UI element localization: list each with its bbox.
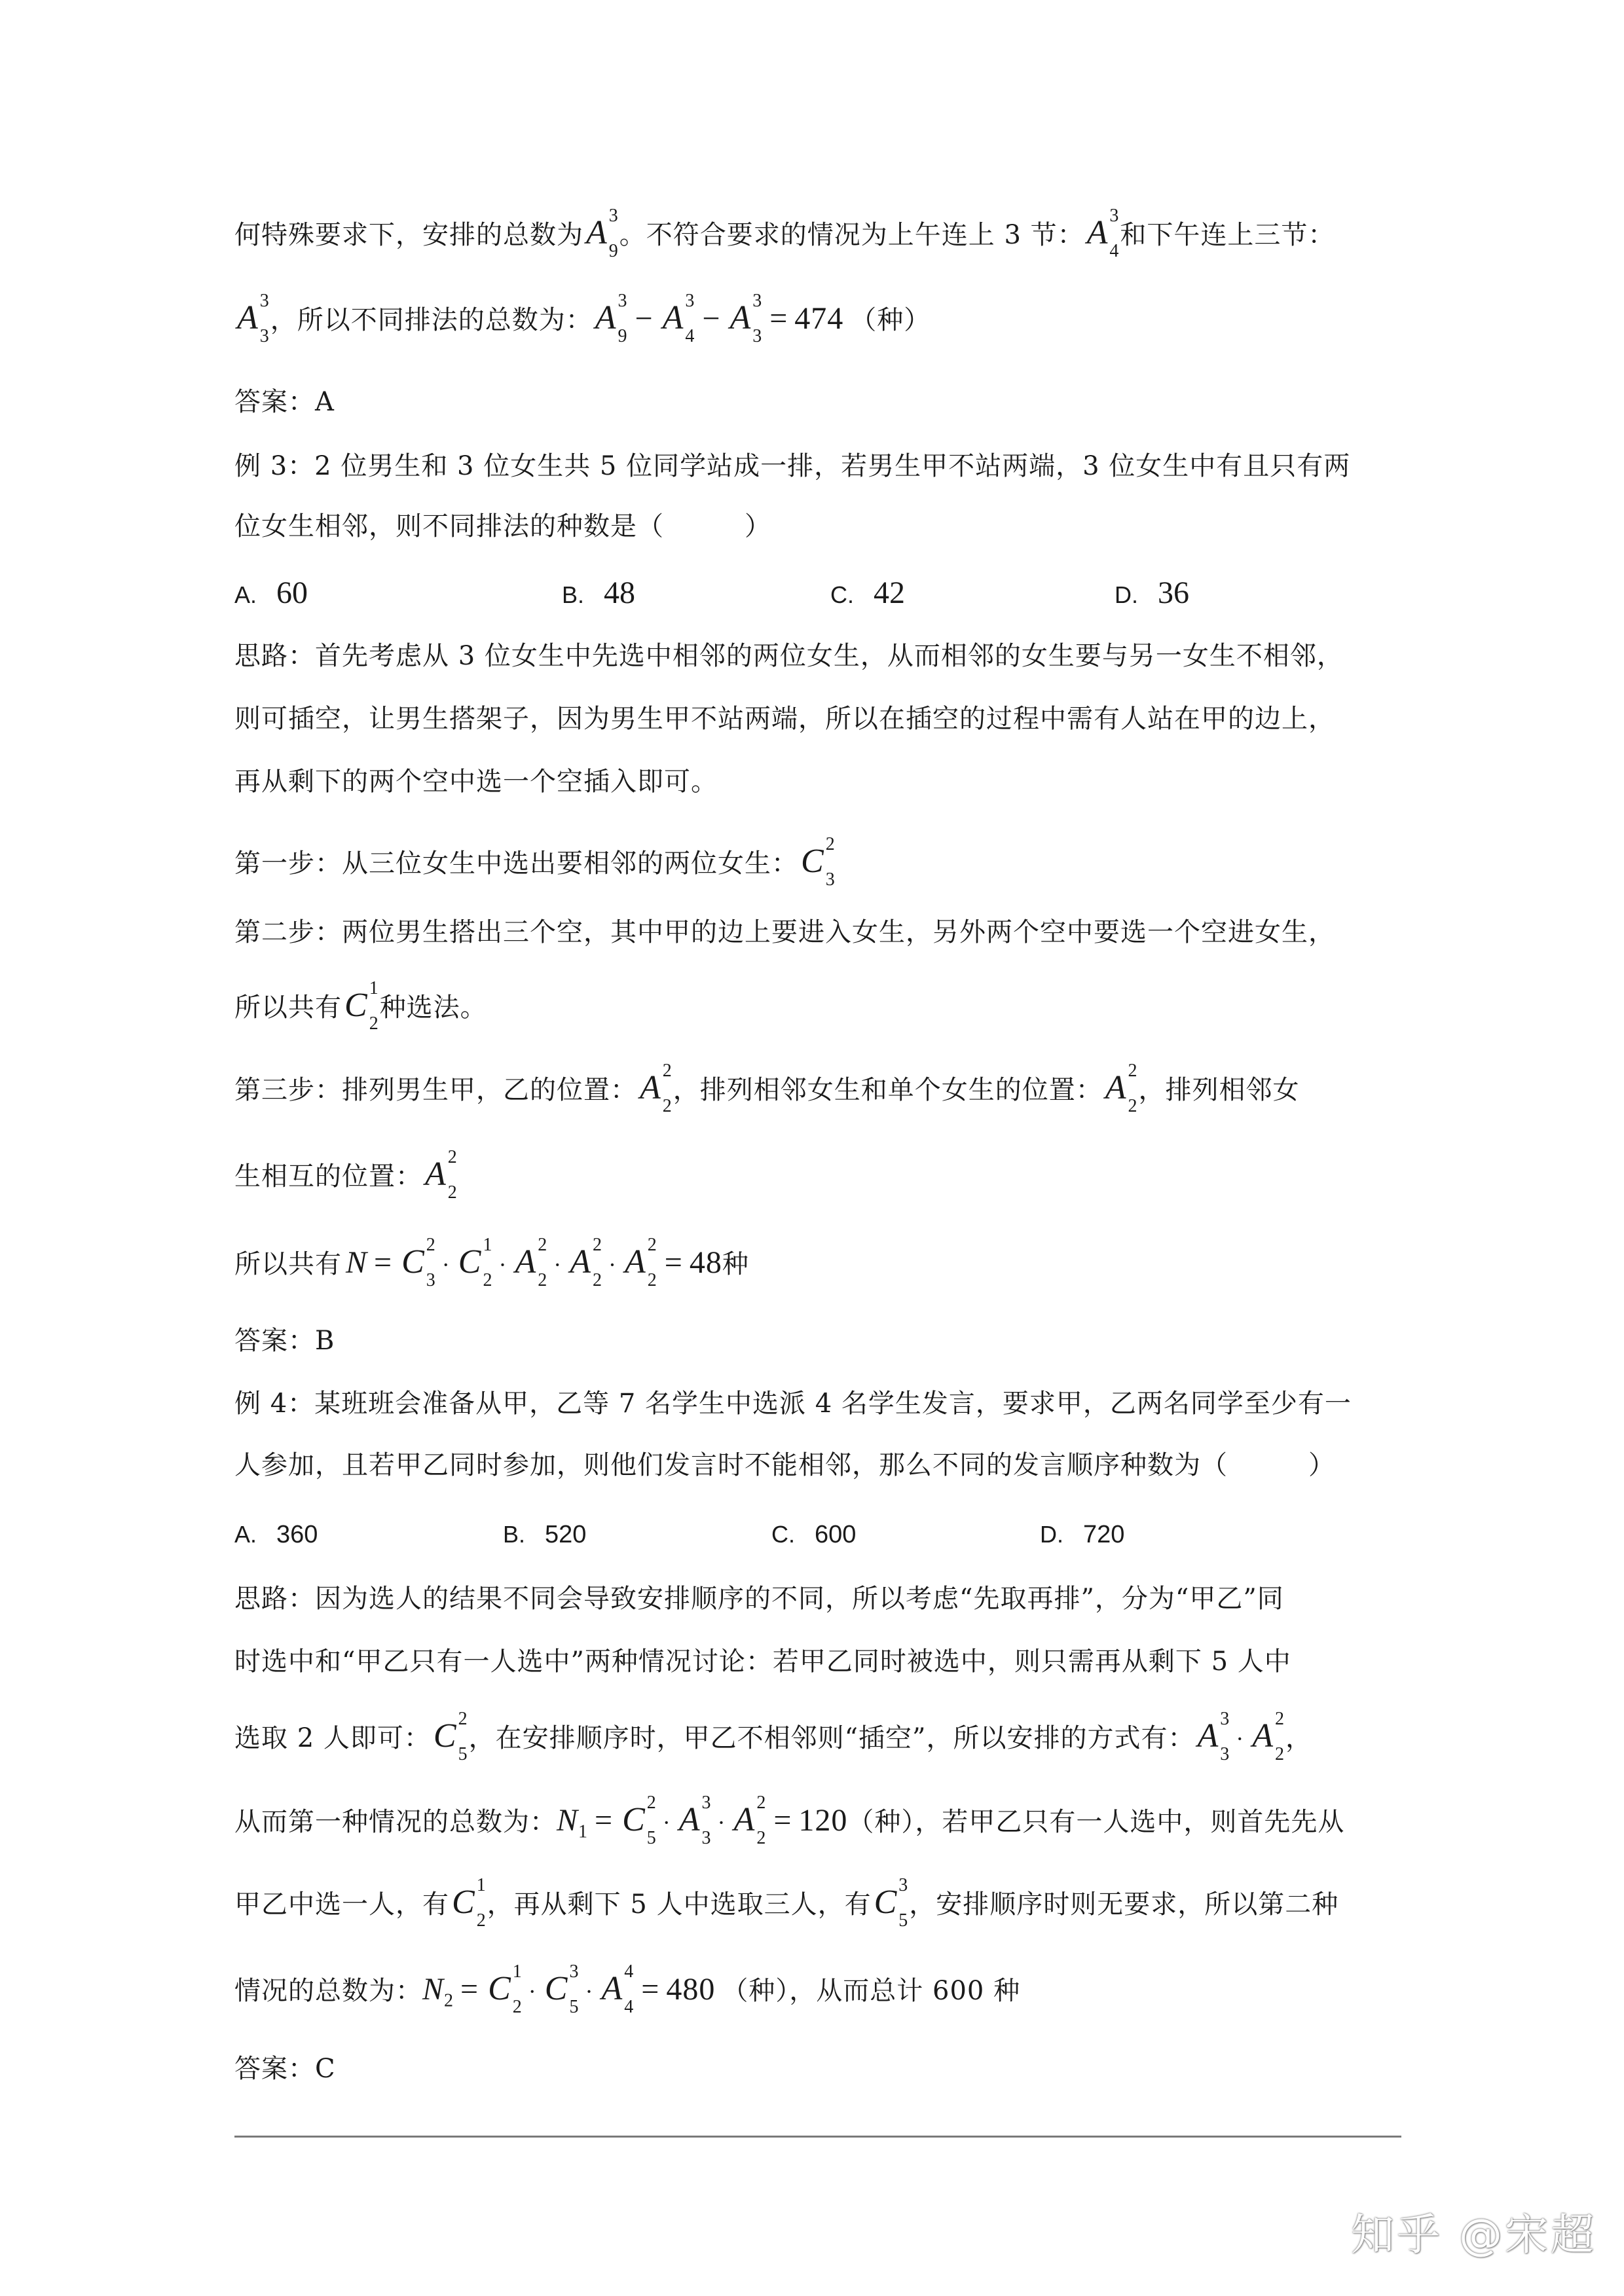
dot: ·	[553, 1252, 563, 1278]
minus: −	[702, 301, 721, 336]
text: 第一步：从三位女生中选出要相邻的两位女生：	[234, 848, 798, 879]
text: 选取 2 人即可：	[234, 1723, 431, 1753]
equals: =	[595, 1803, 614, 1838]
example-3-line-2: 位女生相邻，则不同排法的种数是（ ）	[234, 511, 771, 541]
text: （种），若甲乙只有一人选中，则首先先从	[847, 1807, 1345, 1837]
text: 从而第一种情况的总数为：	[234, 1807, 557, 1837]
equals: =	[769, 301, 788, 336]
perm-A-2-2: A 2 2	[515, 1235, 548, 1290]
perm-A-3-3: A 3 3	[729, 291, 763, 346]
option-b: B. 48	[562, 575, 636, 610]
perm-A-2-2: A 2 2	[625, 1235, 657, 1290]
text: ，在安排顺序时，甲乙不相邻则“插空”，所以安排的方式有：	[468, 1723, 1195, 1753]
perm-A-2-2: A 2 2	[1252, 1709, 1285, 1764]
option-d: D. 36	[1115, 575, 1189, 610]
perm-A-2-2: A 2 2	[1105, 1061, 1138, 1116]
total-formula	[234, 1235, 749, 1290]
thought-4-line-4	[234, 1793, 1345, 1848]
comb-C-3-2: C 2 3	[801, 834, 836, 890]
text: ，再从剩下 5 人中选取三人，有	[487, 1889, 872, 1920]
result: 120	[798, 1803, 848, 1838]
thought-4-line-2: 时选中和“甲乙只有一人选中”两种情况讨论：若甲乙同时被选中，则只需再从剩下 5 人中	[234, 1647, 1291, 1677]
text: 生相互的位置：	[234, 1161, 422, 1192]
step-2-line-1: 第二步：两位男生搭出三个空，其中甲的边上要进入女生，另外两个空中要选一个空进女生，	[234, 917, 1335, 947]
text: 和下午连上三节：	[1120, 220, 1335, 250]
equals: =	[664, 1245, 683, 1280]
var-N1: $N_1$	[557, 1803, 589, 1842]
text: ，排列相邻女	[1138, 1075, 1300, 1105]
text: 所以共有	[234, 993, 342, 1023]
text: 何特殊要求下，安排的总数为	[234, 220, 583, 250]
perm-A-3-3: A 3 3	[1197, 1709, 1230, 1764]
perm-A-4-4: A 4 4	[601, 1961, 635, 2017]
comb-C-2-1: C 1 2	[458, 1235, 493, 1290]
perm-A-9-3: A 3 9	[595, 291, 628, 346]
footer-divider	[234, 2136, 1401, 2138]
perm-A-2-2: A 2 2	[425, 1147, 458, 1203]
equals: =	[460, 1972, 479, 2007]
example-4-line-2: 人参加，且若甲乙同时参加，则他们发言时不能相邻，那么不同的发言顺序种数为（ ）	[234, 1450, 1335, 1480]
text: 。不符合要求的情况为上午连上 3 节：	[619, 220, 1084, 250]
var-N2: $N_2$	[422, 1972, 454, 2011]
step-1	[234, 834, 836, 890]
example-3-line-1: 例 3：2 位男生和 3 位女生共 5 位同学站成一排，若男生甲不站两端，3 位女生中有且只有两	[234, 451, 1351, 481]
comb-C-5-2: C 2 5	[433, 1709, 468, 1764]
answer-3: 答案：C	[234, 2054, 336, 2084]
comb-C-2-1: C 1 2	[452, 1875, 487, 1931]
example-4-line-1: 例 4：某班班会准备从甲，乙等 7 名学生中选派 4 名学生发言，要求甲，乙两名同学至少有一	[234, 1389, 1352, 1419]
thought-line-1: 思路：首先考虑从 3 位女生中先选中相邻的两位女生，从而相邻的女生要与另一女生不相邻，	[234, 641, 1344, 671]
comb-C-5-3: C 3 5	[544, 1961, 580, 2017]
text: ，安排顺序时则无要求，所以第二种	[909, 1889, 1339, 1920]
text: 情况的总数为：	[234, 1976, 422, 2006]
perm-A-2-2: A 2 2	[570, 1235, 602, 1290]
text: （种），从而总计 600 种	[722, 1976, 1021, 2006]
text: 种	[722, 1249, 749, 1279]
thought-4-line-3	[234, 1709, 1313, 1764]
thought-4-line-5	[234, 1875, 1339, 1931]
minus: −	[635, 301, 654, 336]
thought-4-line-6	[234, 1961, 1021, 2017]
text: 所以共有	[234, 1249, 342, 1279]
text: 第三步：排列男生甲，乙的位置：	[234, 1075, 637, 1105]
dot: ·	[441, 1252, 451, 1278]
comb-C-3-2: C 2 3	[401, 1235, 436, 1290]
dot: ·	[717, 1810, 726, 1836]
watermark: 知乎 @宋超	[1351, 2210, 1596, 2260]
text: ，所以不同排法的总数为：	[270, 305, 593, 335]
text-line-2	[234, 291, 931, 346]
equals: =	[374, 1245, 393, 1280]
result: 48	[689, 1245, 722, 1280]
option-d: D. 720	[1040, 1521, 1125, 1548]
thought-line-2: 则可插空，让男生搭架子，因为男生甲不站两端，所以在插空的过程中需有人站在甲的边上，	[234, 704, 1335, 734]
dot: ·	[1236, 1726, 1245, 1752]
perm-A-3-3: A 3 3	[678, 1793, 712, 1848]
equals: =	[641, 1972, 660, 2007]
text: 甲乙中选一人，有	[234, 1889, 449, 1920]
result: 474	[794, 301, 844, 336]
text: 种选法。	[379, 993, 487, 1023]
answer-2: 答案：B	[234, 1326, 335, 1356]
option-c: C. 600	[771, 1521, 857, 1548]
comb-C-2-1: C 1 2	[344, 978, 379, 1034]
result: 480	[666, 1972, 716, 2007]
option-a: A. 60	[234, 575, 308, 610]
option-c: C. 42	[830, 575, 905, 610]
comb-C-5-2: C 2 5	[622, 1793, 657, 1848]
perm-A-9-3: A 3 9	[586, 206, 619, 261]
text: （种）	[850, 305, 931, 335]
answer-1: 答案：A	[234, 387, 335, 417]
perm-A-2-2: A 2 2	[640, 1061, 673, 1116]
dot: ·	[662, 1810, 671, 1836]
text-line-1	[234, 206, 1335, 261]
step-2-line-2	[234, 978, 487, 1034]
perm-A-4-3: A 3 4	[662, 291, 695, 346]
thought-4-line-1: 思路：因为选人的结果不同会导致安排顺序的不同，所以考虑“先取再排”，分为“甲乙”同	[234, 1584, 1284, 1614]
option-a: A. 360	[234, 1521, 318, 1548]
var-N: N	[346, 1245, 368, 1280]
dot: ·	[528, 1978, 537, 2005]
equals: =	[773, 1803, 792, 1838]
text: ，	[1285, 1723, 1313, 1753]
dot: ·	[585, 1978, 594, 2005]
comb-C-2-1: C 1 2	[488, 1961, 523, 2017]
comb-C-5-3: C 3 5	[874, 1875, 909, 1931]
perm-A-4-3: A 3 4	[1086, 206, 1120, 261]
dot: ·	[498, 1252, 507, 1278]
perm-A-2-2: A 2 2	[733, 1793, 767, 1848]
dot: ·	[608, 1252, 617, 1278]
option-b: B. 520	[503, 1521, 587, 1548]
thought-line-3: 再从剩下的两个空中选一个空插入即可。	[234, 767, 718, 797]
text: ，排列相邻女生和单个女生的位置：	[673, 1075, 1103, 1105]
perm-A-3-3: A 3 3	[237, 291, 270, 346]
step-3-line-2	[234, 1147, 458, 1203]
step-3-line-1	[234, 1061, 1300, 1116]
